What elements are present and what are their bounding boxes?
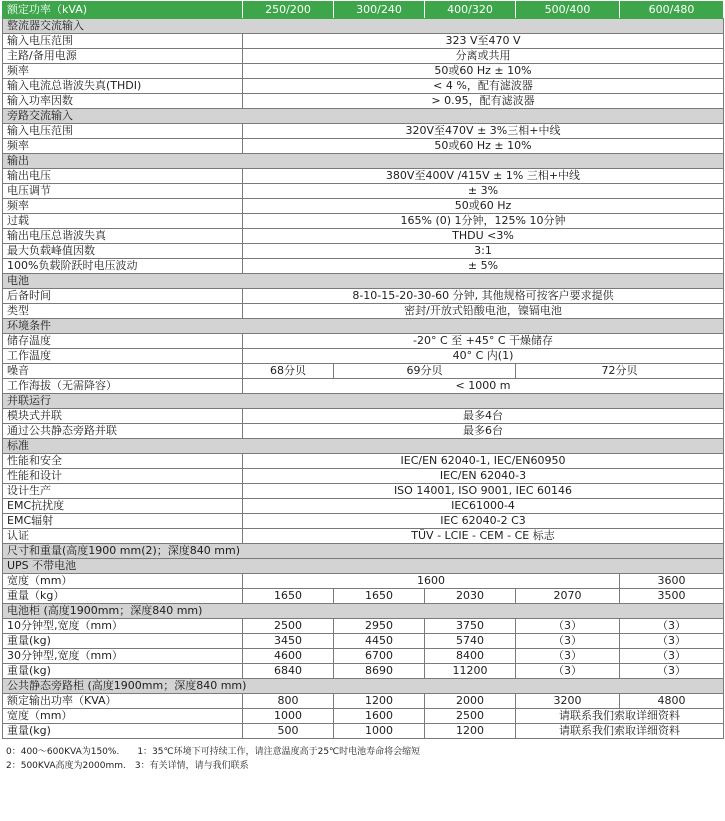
table-row: [3, 469, 724, 484]
section-title: 公共静态旁路柜 (高度1900mm；深度840 mm): [3, 679, 724, 694]
rating-header-label: 额定功率（kVA): [3, 2, 243, 19]
section-title: 尺寸和重量(高度1900 mm(2)；深度840 mm): [3, 544, 724, 559]
spec-value: 1600: [243, 574, 620, 589]
table-row: [3, 364, 724, 379]
spec-value: IEC/EN 62040-3: [243, 469, 724, 484]
spec-value: 165% (0) 1分钟，125% 10分钟: [243, 214, 724, 229]
section-title: 并联运行: [3, 394, 724, 409]
spec-value: 4450: [334, 634, 425, 649]
table-row: [3, 304, 724, 319]
spec-value: 4800: [620, 694, 724, 709]
spec-value: 50或60 Hz ± 10%: [243, 64, 724, 79]
spec-label: EMC辐射: [3, 514, 243, 529]
table-row: [3, 34, 724, 49]
spec-label: 认证: [3, 529, 243, 544]
section-header-row: [3, 679, 724, 694]
spec-label: 后备时间: [3, 289, 243, 304]
spec-value: 1200: [334, 694, 425, 709]
table-row: [3, 634, 724, 649]
spec-value: 69分贝: [334, 364, 516, 379]
spec-label: 输出电压: [3, 169, 243, 184]
spec-value: > 0.95，配有滤波器: [243, 94, 724, 109]
spec-value: 1600: [334, 709, 425, 724]
spec-value: （3）: [516, 664, 620, 679]
table-row: [3, 214, 724, 229]
spec-label: 类型: [3, 304, 243, 319]
spec-value: 11200: [425, 664, 516, 679]
spec-value: 50或60 Hz ± 10%: [243, 139, 724, 154]
spec-value: -20° C 至 +45° C 干燥储存: [243, 334, 724, 349]
spec-label: 输入电压范围: [3, 124, 243, 139]
spec-value: 800: [243, 694, 334, 709]
spec-value: 40° C 内(1): [243, 349, 724, 364]
spec-label: 频率: [3, 64, 243, 79]
table-row: [3, 334, 724, 349]
table-row: [3, 349, 724, 364]
spec-value: （3）: [620, 619, 724, 634]
spec-label: 100%负载阶跃时电压波动: [3, 259, 243, 274]
spec-value: 8400: [425, 649, 516, 664]
table-row: [3, 124, 724, 139]
table-row: [3, 169, 724, 184]
spec-value: THDU <3%: [243, 229, 724, 244]
rating-column-header: 250/200: [243, 2, 334, 19]
section-title: UPS 不带电池: [3, 559, 724, 574]
table-row: [3, 619, 724, 634]
table-row: [3, 694, 724, 709]
spec-value: 最多6台: [243, 424, 724, 439]
table-row: [3, 724, 724, 739]
spec-value: 2950: [334, 619, 425, 634]
table-row: [3, 184, 724, 199]
spec-value: 6700: [334, 649, 425, 664]
table-row: [3, 529, 724, 544]
table-row: [3, 49, 724, 64]
section-header-row: [3, 19, 724, 34]
table-row: [3, 649, 724, 664]
section-header-row: [3, 319, 724, 334]
table-header-row: [3, 2, 724, 19]
table-row: [3, 199, 724, 214]
spec-label: 重量(kg): [3, 634, 243, 649]
section-header-row: [3, 604, 724, 619]
table-row: [3, 589, 724, 604]
spec-value: （3）: [516, 619, 620, 634]
spec-label: 性能和设计: [3, 469, 243, 484]
spec-value: 68分贝: [243, 364, 334, 379]
spec-table-body: [3, 2, 724, 739]
spec-label: 频率: [3, 139, 243, 154]
section-title: 标准: [3, 439, 724, 454]
spec-value: 2500: [243, 619, 334, 634]
spec-value: 2070: [516, 589, 620, 604]
table-row: [3, 709, 724, 724]
spec-label: 30分钟型,宽度（mm）: [3, 649, 243, 664]
spec-value: 3500: [620, 589, 724, 604]
spec-value: （3）: [620, 649, 724, 664]
spec-value: < 4 %，配有滤波器: [243, 79, 724, 94]
section-header-row: [3, 544, 724, 559]
spec-value: ISO 14001, ISO 9001, IEC 60146: [243, 484, 724, 499]
spec-label: 输入功率因数: [3, 94, 243, 109]
spec-value: 6840: [243, 664, 334, 679]
table-row: [3, 64, 724, 79]
spec-value: 8690: [334, 664, 425, 679]
spec-label: 通过公共静态旁路并联: [3, 424, 243, 439]
spec-label: 输入电压范围: [3, 34, 243, 49]
spec-value: 8-10-15-20-30-60 分钟, 其他规格可按客户要求提供: [243, 289, 724, 304]
spec-label: 过载: [3, 214, 243, 229]
spec-label: 频率: [3, 199, 243, 214]
spec-label: 工作温度: [3, 349, 243, 364]
spec-value: IEC61000-4: [243, 499, 724, 514]
spec-value: （3）: [620, 634, 724, 649]
spec-value: 3200: [516, 694, 620, 709]
spec-value: IEC/EN 62040-1, IEC/EN60950: [243, 454, 724, 469]
spec-value: 分离或共用: [243, 49, 724, 64]
spec-value: 1650: [334, 589, 425, 604]
spec-value: 50或60 Hz: [243, 199, 724, 214]
spec-label: 10分钟型,宽度（mm）: [3, 619, 243, 634]
spec-value: 4600: [243, 649, 334, 664]
section-header-row: [3, 274, 724, 289]
spec-label: 储存温度: [3, 334, 243, 349]
spec-label: 性能和安全: [3, 454, 243, 469]
table-row: [3, 424, 724, 439]
spec-value: ± 5%: [243, 259, 724, 274]
spec-value: 1000: [243, 709, 334, 724]
spec-value: （3）: [516, 649, 620, 664]
spec-label: 工作海拔（无需降容）: [3, 379, 243, 394]
section-title: 电池: [3, 274, 724, 289]
section-header-row: [3, 559, 724, 574]
table-row: [3, 244, 724, 259]
section-title: 整流器交流输入: [3, 19, 724, 34]
spec-value: 320V至470V ± 3%三相+中线: [243, 124, 724, 139]
spec-value: 1000: [334, 724, 425, 739]
spec-value: 72分贝: [516, 364, 724, 379]
spec-label: 重量（kg）: [3, 589, 243, 604]
spec-value: 5740: [425, 634, 516, 649]
spec-value: 请联系我们索取详细资料: [516, 724, 724, 739]
spec-value: IEC 62040-2 C3: [243, 514, 724, 529]
table-row: [3, 94, 724, 109]
footnote-line: 0：400～600KVA为150%. 1：35℃环境下可持续工作，请注意温度高于25℃时电池寿命将会缩短: [6, 747, 421, 757]
table-row: [3, 514, 724, 529]
spec-value: （3）: [620, 664, 724, 679]
table-row: [3, 259, 724, 274]
spec-value: 1200: [425, 724, 516, 739]
spec-value: 请联系我们索取详细资料: [516, 709, 724, 724]
spec-value: 2500: [425, 709, 516, 724]
spec-value: 3600: [620, 574, 724, 589]
spec-label: 宽度（mm）: [3, 709, 243, 724]
footnotes: [6, 745, 725, 773]
section-header-row: [3, 394, 724, 409]
spec-label: 重量(kg): [3, 664, 243, 679]
spec-value: ± 3%: [243, 184, 724, 199]
spec-value: 3450: [243, 634, 334, 649]
spec-label: 最大负载峰值因数: [3, 244, 243, 259]
spec-label: 输入电流总谐波失真(THDI): [3, 79, 243, 94]
spec-label: 噪音: [3, 364, 243, 379]
table-row: [3, 79, 724, 94]
table-row: [3, 574, 724, 589]
spec-value: < 1000 m: [243, 379, 724, 394]
table-row: [3, 484, 724, 499]
section-header-row: [3, 154, 724, 169]
section-title: 电池柜 (高度1900mm；深度840 mm): [3, 604, 724, 619]
section-header-row: [3, 109, 724, 124]
spec-value: （3）: [516, 634, 620, 649]
spec-value: 323 V至470 V: [243, 34, 724, 49]
table-row: [3, 379, 724, 394]
rating-column-header: 400/320: [425, 2, 516, 19]
spec-table: [2, 1, 724, 739]
spec-value: 2030: [425, 589, 516, 604]
table-row: [3, 229, 724, 244]
table-row: [3, 454, 724, 469]
spec-label: 重量(kg): [3, 724, 243, 739]
spec-value: 380V至400V /415V ± 1% 三相+中线: [243, 169, 724, 184]
spec-label: 主路/备用电源: [3, 49, 243, 64]
table-row: [3, 289, 724, 304]
spec-label: 输出电压总谐波失真: [3, 229, 243, 244]
spec-value: 1650: [243, 589, 334, 604]
spec-label: 设计生产: [3, 484, 243, 499]
spec-value: 最多4台: [243, 409, 724, 424]
spec-value: 3:1: [243, 244, 724, 259]
table-row: [3, 664, 724, 679]
spec-label: 模块式并联: [3, 409, 243, 424]
table-row: [3, 499, 724, 514]
spec-label: 宽度（mm）: [3, 574, 243, 589]
spec-value: TÜV - LCIE - CEM - CE 标志: [243, 529, 724, 544]
spec-label: 额定输出功率（KVA）: [3, 694, 243, 709]
spec-value: 密封/开放式铅酸电池，镍镉电池: [243, 304, 724, 319]
spec-value: 2000: [425, 694, 516, 709]
rating-column-header: 600/480: [620, 2, 724, 19]
spec-label: 电压调节: [3, 184, 243, 199]
table-row: [3, 139, 724, 154]
spec-value: 3750: [425, 619, 516, 634]
section-title: 输出: [3, 154, 724, 169]
section-header-row: [3, 439, 724, 454]
section-title: 环境条件: [3, 319, 724, 334]
footnote-line: 2：500KVA高度为2000mm. 3：有关详情，请与我们联系: [6, 761, 249, 771]
table-row: [3, 409, 724, 424]
spec-value: 500: [243, 724, 334, 739]
rating-column-header: 300/240: [334, 2, 425, 19]
section-title: 旁路交流输入: [3, 109, 724, 124]
rating-column-header: 500/400: [516, 2, 620, 19]
spec-label: EMC抗扰度: [3, 499, 243, 514]
